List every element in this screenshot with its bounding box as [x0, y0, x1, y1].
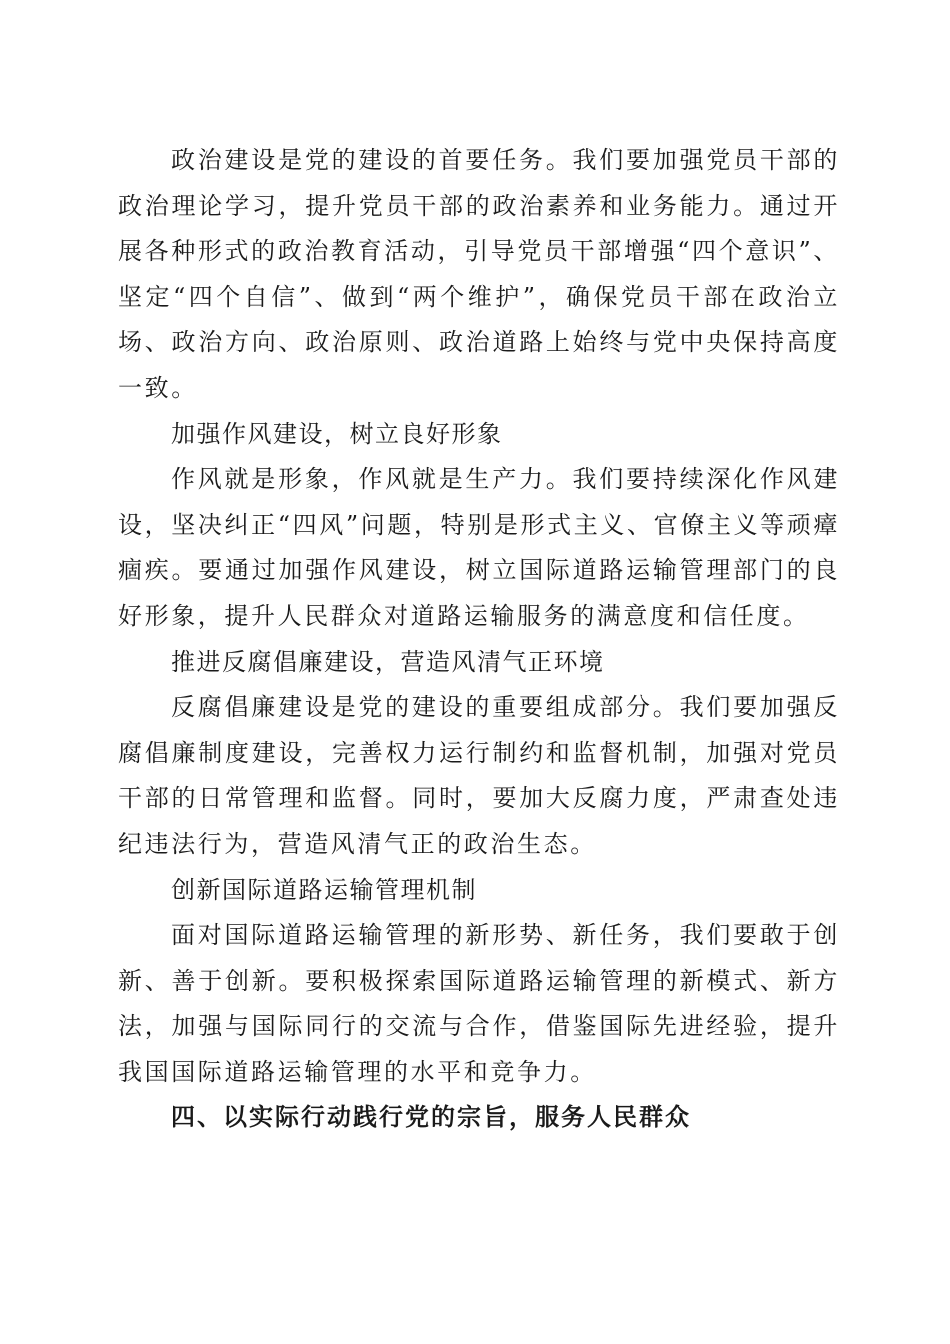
paragraph-political-building: 政治建设是党的建设的首要任务。我们要加强党员干部的政治理论学习，提升党员干部的政治素养和业务能力。通过开展各种形式的政治教育活动，引导党员干部增强“四个意识”、坚定“四个自信”、做到“两个维护”，确保党员干部在政治立场、政治方向、政治原则、政治道路上始终与党中央保持高度一致。 — [118, 146, 840, 402]
subheading-innovation: 创新国际道路运输管理机制 — [171, 875, 477, 904]
subheading-anti-corruption: 推进反腐倡廉建设，营造风清气正环境 — [171, 647, 605, 676]
paragraph-work-style: 作风就是形象，作风就是生产力。我们要持续深化作风建设，坚决纠正“四风”问题，特别是形式主义、官僚主义等顽瘴痼疾。要通过加强作风建设，树立国际道路运输管理部门的良好形象，提升人民群众对道路运输服务的满意度和信任度。 — [118, 465, 840, 630]
section-heading-four: 四、以实际行动践行党的宗旨，服务人民群众 — [171, 1103, 691, 1132]
paragraph-innovation: 面对国际道路运输管理的新形势、新任务，我们要敢于创新、善于创新。要积极探索国际道路运输管理的新模式、新方法，加强与国际同行的交流与合作，借鉴国际先进经验，提升我国国际道路运输管理的水平和竞争力。 — [118, 921, 840, 1086]
document-body — [118, 138, 840, 1141]
subheading-work-style: 加强作风建设，树立良好形象 — [171, 419, 503, 448]
paragraph-anti-corruption: 反腐倡廉建设是党的建设的重要组成部分。我们要加强反腐倡廉制度建设，完善权力运行制约和监督机制，加强对党员干部的日常管理和监督。同时，要加大反腐力度，严肃查处违纪违法行为，营造风清气正的政治生态。 — [118, 693, 840, 858]
